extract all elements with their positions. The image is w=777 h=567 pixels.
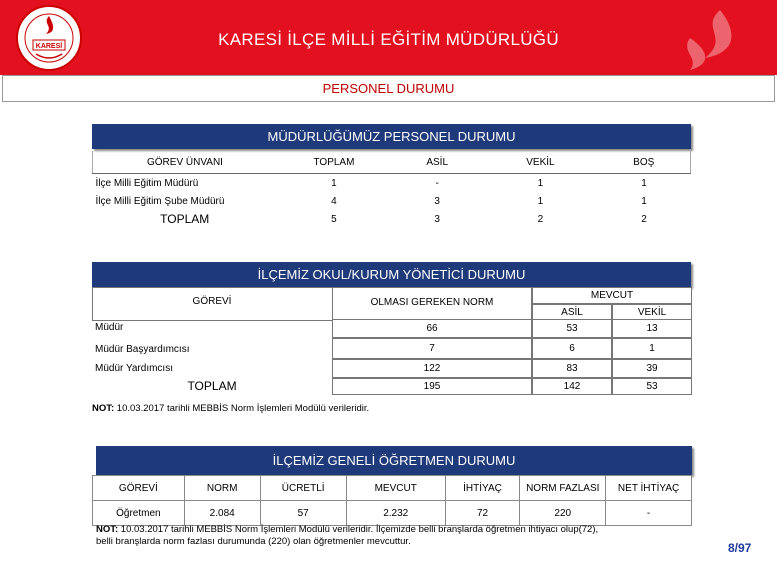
note-text-line2: belli branşlarda norm fazlası durumunda (220) olan öğretmenler mevcuttur. bbox=[96, 536, 411, 547]
col-header-asil: ASİL bbox=[391, 151, 483, 174]
col-header-mevcut: MEVCUT bbox=[532, 287, 692, 304]
note-label: NOT: bbox=[92, 403, 115, 414]
header-bar bbox=[0, 0, 777, 75]
cell-norm: 7 bbox=[332, 338, 532, 359]
col-header-norm-fazlasi: NORM FAZLASI bbox=[520, 476, 606, 501]
section2-title: İLÇEMİZ OKUL/KURUM YÖNETİCİ DURUMU bbox=[92, 262, 691, 287]
table-row bbox=[93, 192, 691, 210]
total-asil: 3 bbox=[434, 213, 440, 225]
cell-ihtiyac: 72 bbox=[445, 501, 520, 526]
cell-gorevi: Öğretmen bbox=[93, 501, 185, 526]
col-header-toplam: TOPLAM bbox=[277, 151, 391, 174]
total-bos: 2 bbox=[641, 213, 647, 225]
col-header-bos: BOŞ bbox=[597, 151, 690, 174]
teacher-table bbox=[92, 475, 692, 526]
col-header-gorev-unvani: GÖREV ÜNVANI bbox=[93, 151, 277, 174]
cell-asil: - bbox=[435, 177, 439, 189]
row-label: Müdür bbox=[95, 322, 124, 333]
total-asil: 142 bbox=[532, 378, 612, 395]
cell-ucretli: 57 bbox=[260, 501, 346, 526]
page-subtitle: PERSONEL DURUMU bbox=[2, 75, 775, 102]
table-row bbox=[93, 501, 692, 526]
total-toplam: 5 bbox=[331, 213, 337, 225]
cell-vekil: 1 bbox=[537, 195, 544, 207]
cell-asil: 6 bbox=[532, 338, 612, 359]
cell-bos: 1 bbox=[641, 195, 647, 207]
cell-vekil: 1 bbox=[612, 338, 692, 359]
row-label: Müdür Yardımcısı bbox=[95, 363, 173, 374]
row-label: Müdür Başyardımcısı bbox=[95, 344, 190, 355]
cell-vekil: 13 bbox=[612, 319, 692, 338]
cell-asil: 53 bbox=[532, 319, 612, 338]
page-number: 8/97 bbox=[728, 541, 752, 555]
note-label: NOT: bbox=[96, 524, 119, 535]
total-label: TOPLAM bbox=[187, 379, 237, 393]
cell-toplam: 1 bbox=[331, 177, 337, 189]
flame-decoration-icon bbox=[660, 8, 750, 72]
section3-note bbox=[96, 524, 716, 548]
section2-note bbox=[92, 403, 369, 415]
total-norm: 195 bbox=[332, 378, 532, 395]
cell-gorev: İlçe Milli Eğitim Müdürü bbox=[95, 177, 199, 189]
total-row bbox=[93, 210, 691, 228]
cell-norm: 122 bbox=[332, 359, 532, 378]
col-header-norm: OLMASI GEREKEN NORM bbox=[370, 297, 494, 308]
table-row bbox=[93, 174, 691, 193]
cell-vekil: 1 bbox=[537, 177, 544, 189]
col-header-mevcut-asil: ASİL bbox=[532, 304, 612, 321]
col-header-norm: NORM bbox=[184, 476, 260, 501]
logo-text: KARESİ bbox=[35, 43, 63, 50]
cell-vekil: 39 bbox=[612, 359, 692, 378]
col-header-vekil: VEKİL bbox=[483, 151, 597, 174]
total-vekil: 2 bbox=[537, 213, 544, 225]
cell-norm: 2.084 bbox=[184, 501, 260, 526]
section1-title: MÜDÜRLÜĞÜMÜZ PERSONEL DURUMU bbox=[92, 124, 691, 149]
cell-net-ihtiyac: - bbox=[606, 501, 692, 526]
col-header-mevcut-vekil: VEKİL bbox=[612, 304, 692, 321]
col-header-gorevi: GÖREVİ bbox=[192, 296, 232, 307]
note-text: 10.03.2017 tarihli MEBBİS Norm İşlemleri Modülü verileridir. bbox=[114, 403, 370, 414]
cell-gorev: İlçe Milli Eğitim Şube Müdürü bbox=[95, 195, 225, 207]
col-header-gorevi: GÖREVİ bbox=[93, 476, 185, 501]
note-text-line1: 10.03.2017 tarihli MEBBİS Norm İşlemleri Modülü verileridir. İlçemizde belli branşlarda öğretmen ihtiyacı olup(72), bbox=[118, 524, 599, 535]
total-label: TOPLAM bbox=[160, 212, 210, 226]
cell-norm: 66 bbox=[332, 319, 532, 338]
total-vekil: 53 bbox=[612, 378, 692, 395]
col-header-net-ihtiyac: NET İHTİYAÇ bbox=[606, 476, 692, 501]
col-header-ihtiyac: İHTİYAÇ bbox=[445, 476, 520, 501]
cell-toplam: 4 bbox=[331, 195, 337, 207]
cell-norm-fazlasi: 220 bbox=[520, 501, 606, 526]
col-header-ucretli: ÜCRETLİ bbox=[260, 476, 346, 501]
col-header-mevcut: MEVCUT bbox=[346, 476, 445, 501]
header-title: KARESİ İLÇE MİLLİ EĞİTİM MÜDÜRLÜĞÜ bbox=[218, 30, 559, 49]
cell-bos: 1 bbox=[641, 177, 647, 189]
cell-asil: 83 bbox=[532, 359, 612, 378]
cell-asil: 3 bbox=[434, 195, 440, 207]
cell-mevcut: 2.232 bbox=[346, 501, 445, 526]
personnel-table bbox=[92, 151, 691, 228]
section3-title: İLÇEMİZ GENELİ ÖĞRETMEN DURUMU bbox=[96, 446, 692, 475]
